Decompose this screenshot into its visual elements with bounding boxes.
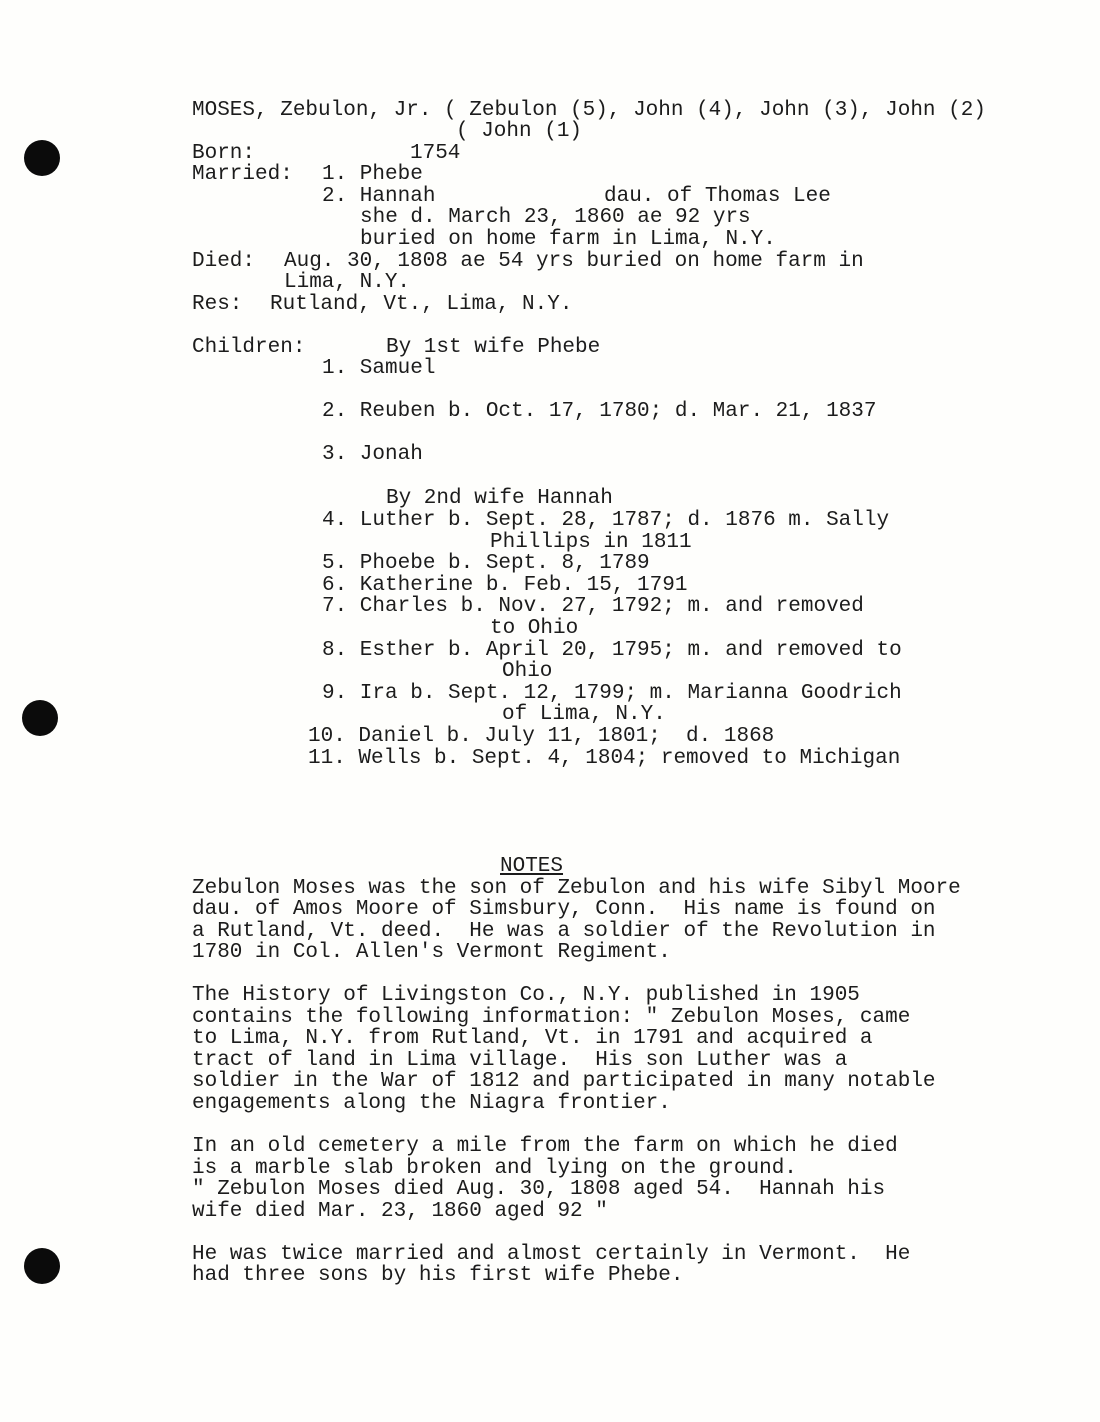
notes-p2-line: contains the following information: " Zebulon Moses, came: [192, 1006, 911, 1029]
notes-p1-line: a Rutland, Vt. deed. He was a soldier of the Revolution in: [192, 920, 936, 943]
child-4: 4. Luther b. Sept. 28, 1787; d. 1876 m. Sally: [322, 509, 890, 532]
child-9: 9. Ira b. Sept. 12, 1799; m. Marianna Goodrich: [322, 682, 902, 705]
notes-p2-line: to Lima, N.Y. from Rutland, Vt. in 1791 and acquired a: [192, 1027, 873, 1050]
spouse-2-burial: buried on home farm in Lima, N.Y.: [360, 228, 776, 251]
child-9-cont: of Lima, N.Y.: [502, 703, 666, 726]
spouse-2: 2. Hannah: [322, 185, 436, 208]
notes-p2-line: tract of land in Lima village. His son Luther was a: [192, 1049, 848, 1072]
notes-p2-line: soldier in the War of 1812 and participated in many notable: [192, 1070, 936, 1093]
children-group-1-heading: By 1st wife Phebe: [386, 336, 601, 359]
child-7-cont: to Ohio: [490, 617, 579, 640]
notes-p3-line: is a marble slab broken and lying on the ground.: [192, 1157, 797, 1180]
child-2: 2. Reuben b. Oct. 17, 1780; d. Mar. 21, 1837: [322, 400, 877, 423]
born-value: 1754: [410, 142, 461, 165]
notes-p3-line: wife died Mar. 23, 1860 aged 92 ": [192, 1200, 608, 1223]
notes-title: NOTES: [500, 855, 564, 878]
notes-p1-line: Zebulon Moses was the son of Zebulon and his wife Sibyl Moore: [192, 877, 961, 900]
married-label: Married:: [192, 163, 293, 186]
child-4-cont: Phillips in 1811: [490, 531, 692, 554]
died-value: Aug. 30, 1808 ae 54 yrs buried on home farm in: [284, 250, 864, 273]
child-7: 7. Charles b. Nov. 27, 1792; m. and removed: [322, 595, 864, 618]
spouse-1: 1. Phebe: [322, 163, 423, 186]
notes-p1-line: dau. of Amos Moore of Simsbury, Conn. His name is found on: [192, 898, 936, 921]
notes-p4-line: had three sons by his first wife Phebe.: [192, 1264, 684, 1287]
punch-hole-top: [24, 140, 60, 176]
child-8: 8. Esther b. April 20, 1795; m. and removed to: [322, 639, 902, 662]
child-11: 11. Wells b. Sept. 4, 1804; removed to Michigan: [308, 747, 901, 770]
punch-hole-bottom: [24, 1248, 60, 1284]
died-value-cont: Lima, N.Y.: [284, 271, 411, 294]
header-lineage-line-1: MOSES, Zebulon, Jr. ( Zebulon (5), John (4), John (3), John (2): [192, 99, 986, 122]
born-label: Born:: [192, 142, 256, 165]
notes-p3-line: In an old cemetery a mile from the farm on which he died: [192, 1135, 898, 1158]
child-1: 1. Samuel: [322, 357, 436, 380]
notes-p3-line: " Zebulon Moses died Aug. 30, 1808 aged 54. Hannah his: [192, 1178, 886, 1201]
notes-p2-line: The History of Livingston Co., N.Y. published in 1905: [192, 984, 860, 1007]
spouse-2-parent: dau. of Thomas Lee: [604, 185, 831, 208]
child-8-cont: Ohio: [502, 660, 553, 683]
child-5: 5. Phoebe b. Sept. 8, 1789: [322, 552, 650, 575]
residence-label: Res:: [192, 293, 243, 316]
notes-p2-line: engagements along the Niagra frontier.: [192, 1092, 671, 1115]
spouse-2-death: she d. March 23, 1860 ae 92 yrs: [360, 206, 751, 229]
header-lineage-line-2: ( John (1): [456, 120, 583, 143]
punch-hole-middle: [22, 700, 58, 736]
children-group-2-heading: By 2nd wife Hannah: [386, 487, 613, 510]
notes-p4-line: He was twice married and almost certainly in Vermont. He: [192, 1243, 911, 1266]
notes-p1-line: 1780 in Col. Allen's Vermont Regiment.: [192, 941, 671, 964]
children-label: Children:: [192, 336, 306, 359]
child-10: 10. Daniel b. July 11, 1801; d. 1868: [308, 725, 775, 748]
died-label: Died:: [192, 250, 256, 273]
child-6: 6. Katherine b. Feb. 15, 1791: [322, 574, 688, 597]
residence-value: Rutland, Vt., Lima, N.Y.: [270, 293, 573, 316]
child-3: 3. Jonah: [322, 443, 423, 466]
